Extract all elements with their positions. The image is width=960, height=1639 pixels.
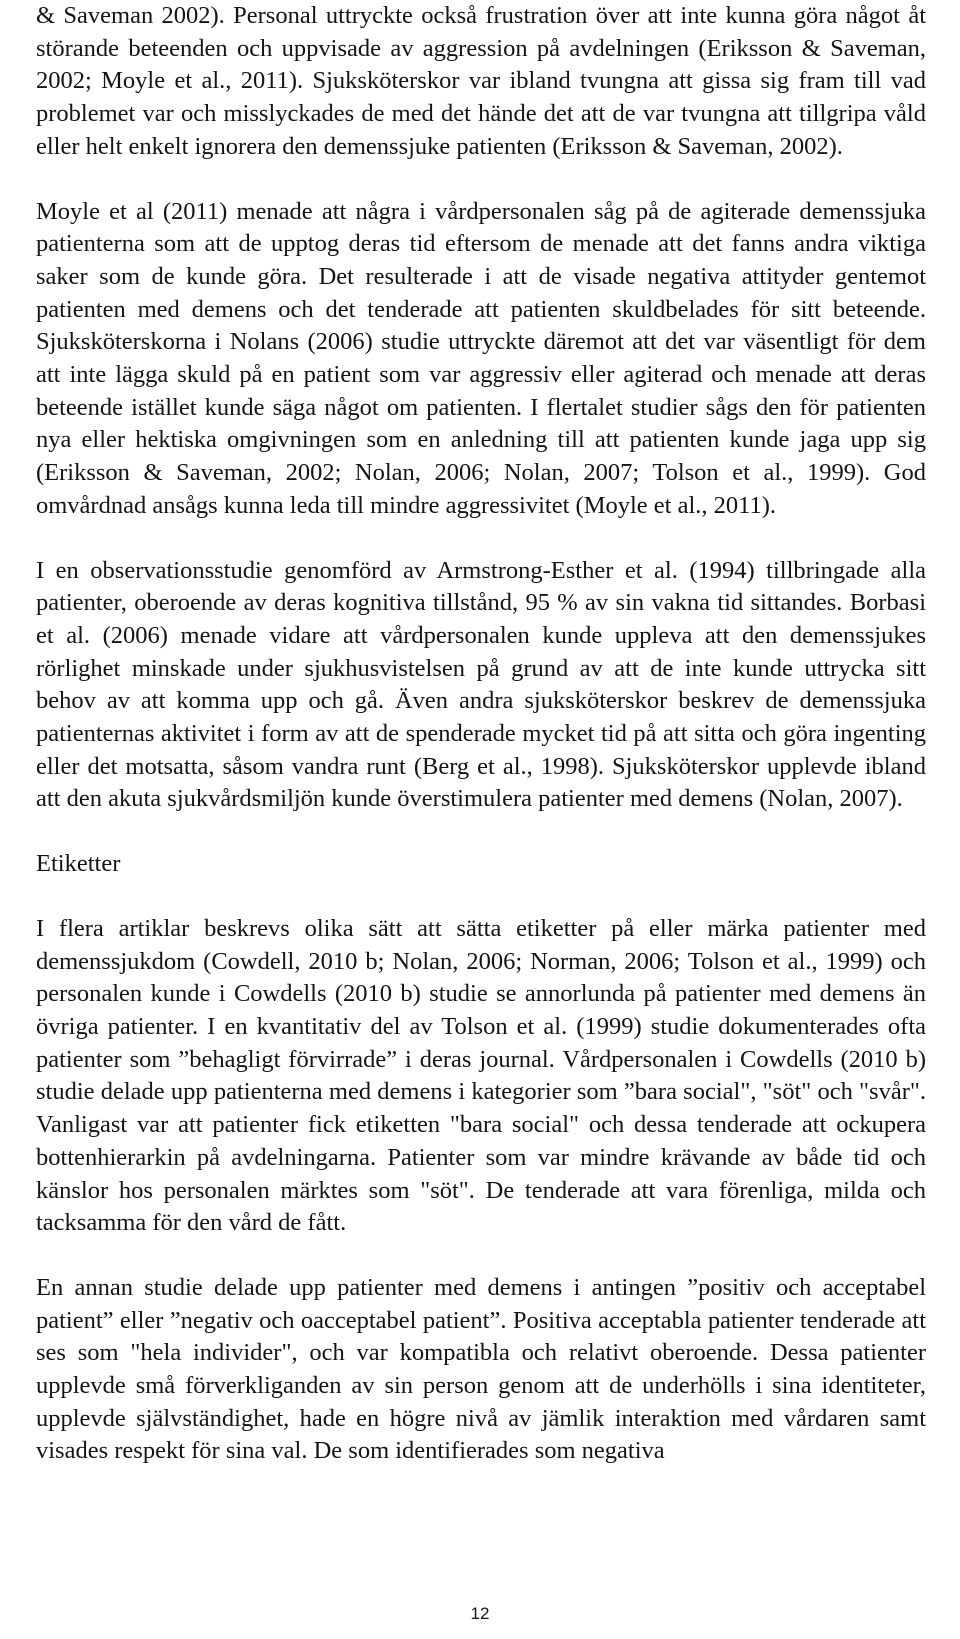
section-heading-etiketter: Etiketter: [36, 850, 121, 878]
document-page: [36, 0, 926, 1468]
paragraph-annan-studie: En annan studie delade upp patienter med demens i antingen ”positiv och acceptabel patient” eller ”negativ och oacceptabel patient”. Positiva acceptabla patienter tenderade att ses som "hela individer", och var kompatibla och relativt oberoende. Dessa patienter upplevde små förverkliganden av sin person genom att de underhölls i sina identiteter, upplevde självständighet, hade en högre nivå av jämlik interaktion med vårdaren samt visades respekt för sina val. De som identifierades som negativa: [36, 1273, 926, 1465]
paragraph-moyle: Moyle et al (2011) menade att några i vårdpersonalen såg på de agiterade demenssjuka patienterna som att de upptog deras tid eftersom de menade att det fanns andra viktiga saker som de kunde göra. Det resulterade i att de visade negativa attityder gentemot patienten med demens och det tenderade att patienten skuldbelades för sitt beteende. Sjuksköterskorna i Nolans (2006) studie uttryckte däremot att det var väsentligt för dem att inte lägga skuld på en patient som var aggressiv eller agiterad och menade att deras beteende istället kunde säga något om patienten. I flertalet studier sågs den för patienten nya eller hektiska omgivningen som en anledning till att patienten kunde jaga upp sig (Eriksson & Saveman, 2002; Nolan, 2006; Nolan, 2007; Tolson et al., 1999). God omvårdnad ansågs kunna leda till mindre aggressivitet (Moyle et al., 2011).: [36, 197, 926, 519]
paragraph-etiketter: I flera artiklar beskrevs olika sätt att sätta etiketter på eller märka patienter med demenssjukdom (Cowdell, 2010 b; Nolan, 2006; Norman, 2006; Tolson et al., 1999) och personalen kunde i Cowdells (2010 b) studie se annorlunda på patienter med demens än övriga patienter. I en kvantitativ del av Tolson et al. (1999) studie dokumenterades ofta patienter som ”behagligt förvirrade” i deras journal. Vårdpersonalen i Cowdells (2010 b) studie delade upp patienterna med demens i kategorier som ”bara social", "söt" och "svår". Vanligast var att patienter fick etiketten "bara social" och dessa tenderade att ockupera bottenhierarkin på avdelningarna. Patienter som var mindre krävande av både tid och känslor hos personalen märktes som "söt". De tenderade att vara förenliga, milda och tacksamma för den vård de fått.: [36, 914, 926, 1237]
paragraph-observationsstudie: I en observationsstudie genomförd av Armstrong-Esther et al. (1994) tillbringade alla patienter, oberoende av deras kognitiva tillstånd, 95 % av sin vakna tid sittandes. Borbasi et al. (2006) menade vidare att vårdpersonalen kunde uppleva att den demenssjukes rörlighet minskade under sjukhusvistelsen på grund av att de inte kunde uttrycka sitt behov av att komma upp och gå. Även andra sjuksköterskor beskrev de demenssjuka patienternas aktivitet i form av att de spenderade mycket tid på att sitta och göra ingenting eller det motsatta, såsom vandra runt (Berg et al., 1998). Sjuksköterskor upplevde ibland att den akuta sjukvårdsmiljön kunde överstimulera patienter med demens (Nolan, 2007).: [36, 556, 926, 813]
page-number: 12: [470, 1604, 490, 1623]
paragraph-continuation: & Saveman 2002). Personal uttryckte också frustration över att inte kunna göra något åt störande beteenden och uppvisade av aggression på avdelningen (Eriksson & Saveman, 2002; Moyle et al., 2011). Sjuksköterskor var ibland tvungna att gissa sig fram till vad problemet var och misslyckades de med det hände det att de var tvungna att tillgripa våld eller helt enkelt ignorera den demenssjuke patienten (Eriksson & Saveman, 2002).: [36, 2, 926, 160]
